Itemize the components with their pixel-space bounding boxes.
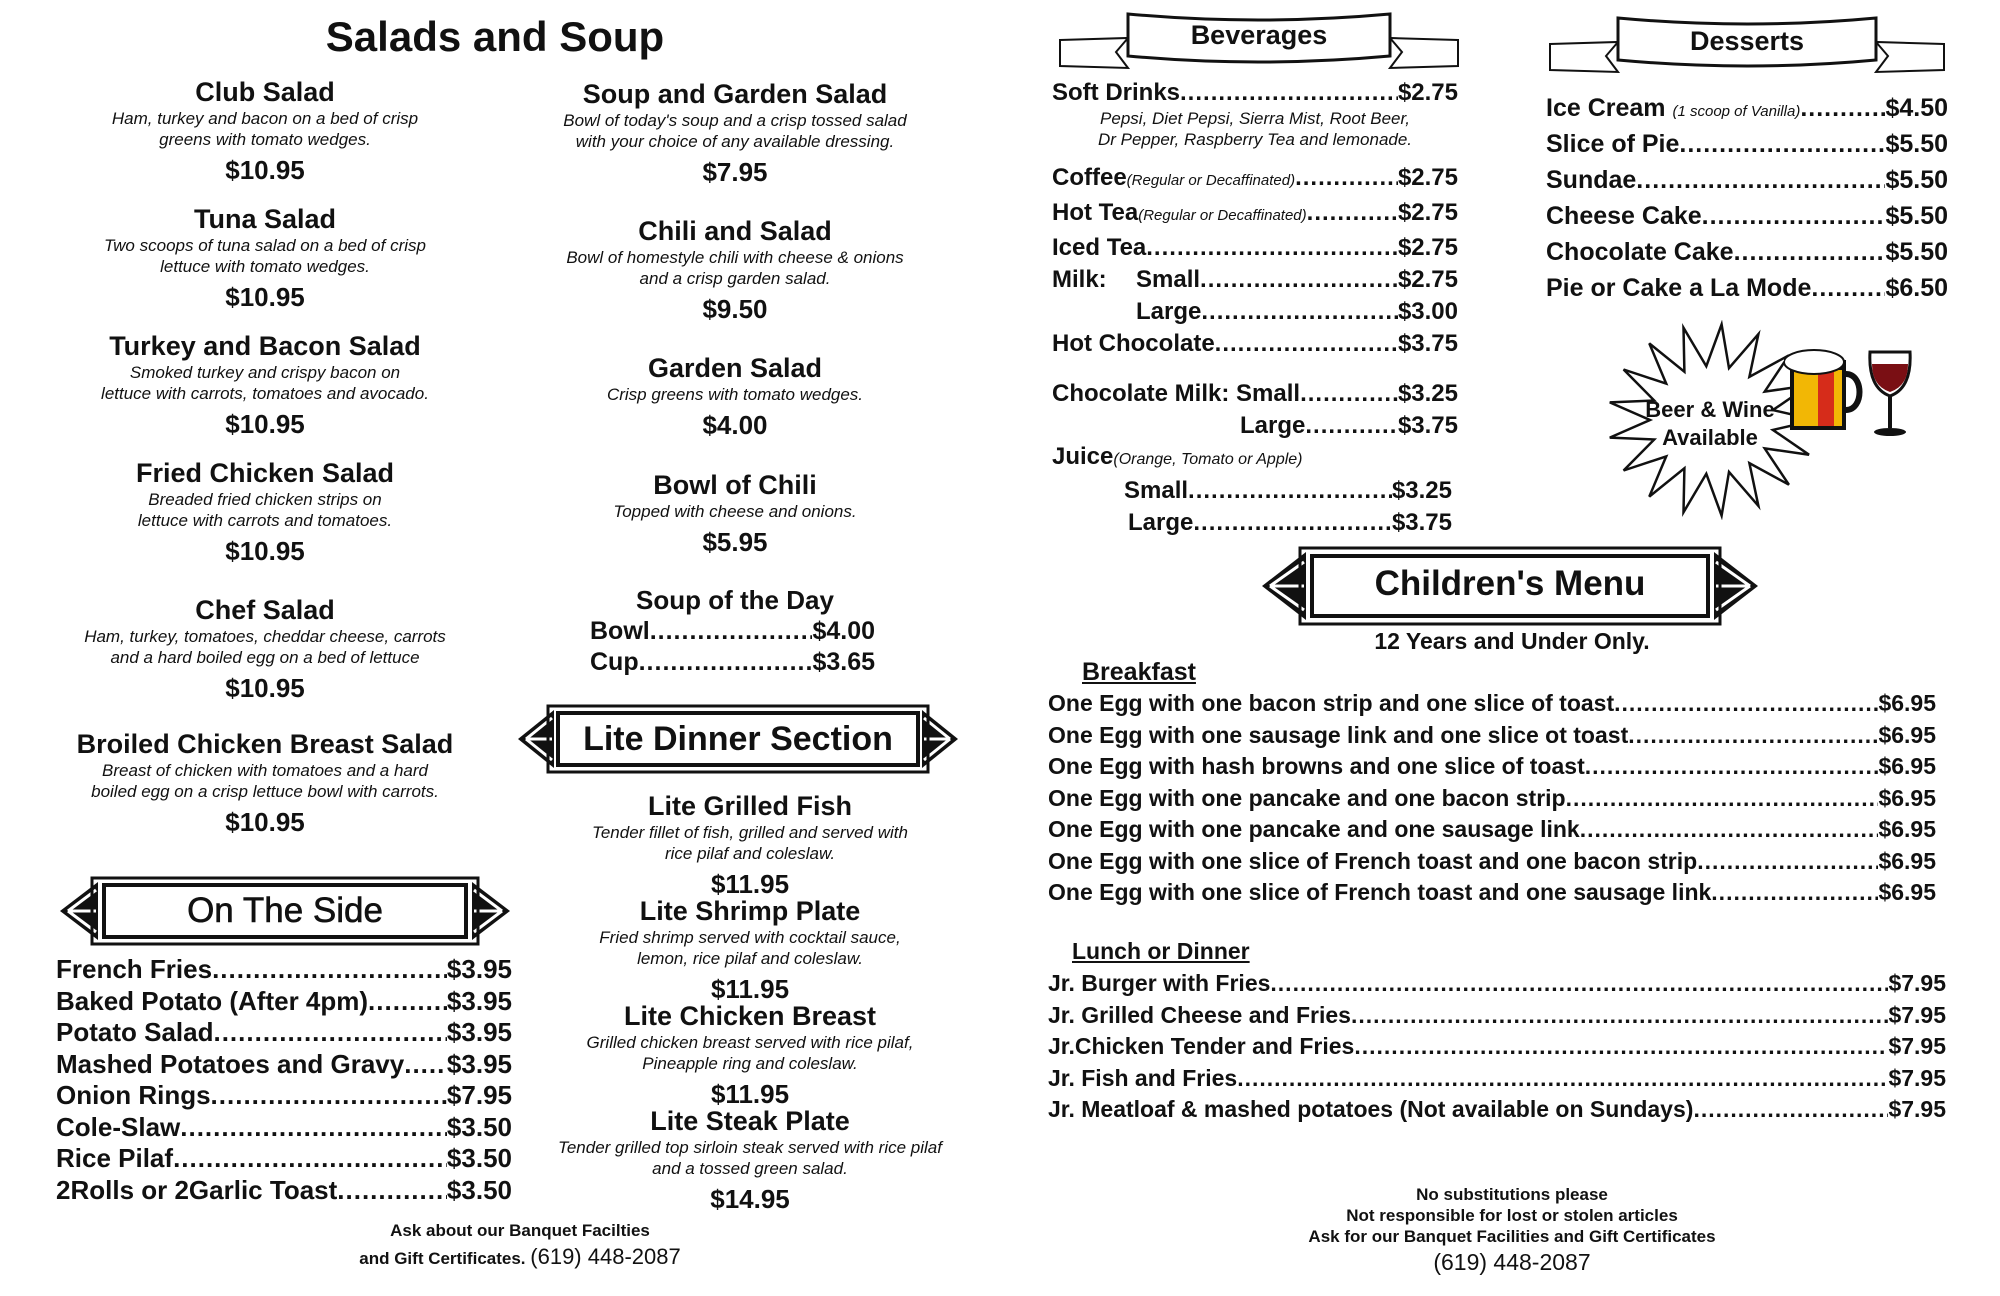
- menu-item-desc: Breaded fried chicken strips on: [148, 490, 382, 509]
- menu-item-desc: Fried shrimp served with cocktail sauce,: [599, 928, 901, 947]
- lunch-item-label: Jr. Burger with Fries: [1048, 970, 1271, 996]
- menu-item-desc: Pineapple ring and coleslaw.: [642, 1054, 858, 1073]
- dessert-item-price: $5.50: [1885, 166, 1948, 194]
- footer-left: [290, 1218, 750, 1272]
- dessert-item-label: Chocolate Cake: [1546, 238, 1734, 266]
- breakfast-item-row: [1048, 720, 1936, 752]
- menu-item-name: Fried Chicken Salad: [135, 458, 395, 488]
- menu-item: [60, 76, 470, 186]
- menu-item-price: $10.95: [225, 282, 305, 312]
- breakfast-item-label: One Egg with one bacon strip and one slice of toast: [1048, 690, 1615, 716]
- soft-drinks-note2: Dr Pepper, Raspberry Tea and lemonade.: [1097, 130, 1413, 149]
- menu-item-desc: greens with tomato wedges.: [159, 130, 371, 149]
- dessert-item-price: $5.50: [1885, 238, 1948, 266]
- footer-right-line3: Ask for our Banquet Facilities and Gift Certificates: [1308, 1227, 1716, 1246]
- lunch-item-price: $7.95: [1888, 1001, 1946, 1028]
- juice-label: Juice: [1052, 443, 1114, 470]
- side-item-label: Baked Potato (After 4pm): [56, 985, 369, 1016]
- dessert-item-label: Slice of Pie: [1546, 130, 1680, 158]
- beer-wine-line1: Beer & Wine: [1645, 397, 1775, 422]
- menu-item: [530, 1000, 970, 1110]
- beer-wine-text: [1636, 396, 1784, 452]
- menu-item-desc: Ham, turkey, tomatoes, cheddar cheese, carrots: [84, 627, 446, 646]
- milk-small-price: $2.75: [1397, 266, 1458, 293]
- breakfast-item-label: One Egg with one sausage link and one slice ot toast: [1048, 721, 1629, 748]
- lunch-item-label: Jr. Fish and Fries: [1048, 1064, 1238, 1091]
- soft-drinks-label: Soft Drinks: [1052, 79, 1181, 106]
- dessert-item-price: $5.50: [1885, 130, 1948, 158]
- dessert-item-row: [1546, 128, 1948, 164]
- hot-tea-price: $2.75: [1397, 199, 1458, 226]
- menu-item-desc: Smoked turkey and crispy bacon on: [129, 363, 401, 382]
- side-item-label: French Fries: [56, 954, 213, 984]
- juice-large-label: Large: [1128, 509, 1194, 536]
- hot-tea-label: Hot Tea: [1052, 199, 1139, 226]
- coffee-price: $2.75: [1397, 164, 1458, 191]
- side-item-label: Potato Salad: [56, 1017, 214, 1047]
- side-item-label: 2Rolls or 2Garlic Toast: [56, 1174, 338, 1205]
- footer-left-line2: and Gift Certificates.: [359, 1249, 526, 1268]
- salads-soup-title: Salads and Soup: [325, 13, 665, 60]
- menu-item: [60, 728, 470, 838]
- side-item-price: $3.50: [446, 1111, 512, 1142]
- breakfast-item-price: $6.95: [1878, 721, 1936, 748]
- side-item-price: $3.95: [446, 1048, 512, 1079]
- soup-bowl-price: $4.00: [812, 617, 875, 645]
- iced-tea-price: $2.75: [1397, 234, 1458, 261]
- breakfast-item-label: One Egg with one pancake and one sausage link: [1048, 816, 1580, 842]
- milk-label: Milk:: [1052, 266, 1107, 293]
- lunch-item-row: [1048, 1094, 1946, 1126]
- menu-item-desc: with your choice of any available dressing.: [575, 132, 895, 151]
- side-item-price: $3.50: [446, 1174, 512, 1205]
- side-item-row: [56, 1080, 512, 1112]
- menu-item-price: $4.00: [702, 410, 768, 440]
- lunch-item-row: [1048, 1000, 1946, 1032]
- menu-item-name: Chef Salad: [195, 595, 335, 625]
- juice-large-price: $3.75: [1391, 509, 1452, 536]
- soup-bowl-label: Bowl: [590, 617, 650, 645]
- hot-chocolate-row: [1052, 328, 1458, 360]
- lunch-list: [1048, 968, 1946, 1126]
- menu-item: [520, 352, 950, 441]
- desserts-list: [1546, 92, 1948, 308]
- menu-item-desc: Bowl of homestyle chili with cheese & onions: [566, 248, 904, 267]
- juice-large-row: [1052, 507, 1452, 539]
- dessert-item-row: [1546, 92, 1948, 128]
- menu-item-name: Tuna Salad: [193, 204, 337, 234]
- menu-item-desc: lettuce with carrots and tomatoes.: [137, 511, 393, 530]
- milk-small-row: [1052, 264, 1458, 296]
- hot-tea-row: [1052, 197, 1458, 232]
- breakfast-item-price: $6.95: [1878, 690, 1936, 716]
- side-item-row: [56, 1112, 512, 1144]
- childrens-subtitle: 12 Years and Under Only.: [1374, 628, 1650, 654]
- side-item-label: Onion Rings: [56, 1080, 211, 1110]
- dessert-item-label: Cheese Cake: [1546, 202, 1702, 230]
- menu-item-name: Turkey and Bacon Salad: [109, 331, 421, 361]
- choc-milk-small-price: $3.25: [1397, 380, 1458, 407]
- iced-tea-row: [1052, 232, 1458, 264]
- menu-item-desc: and a tossed green salad.: [652, 1159, 848, 1178]
- side-item-price: $3.95: [446, 954, 512, 984]
- milk-small-label: Small: [1136, 266, 1201, 293]
- menu-item-desc: lettuce with carrots, tomatoes and avocado.: [101, 384, 429, 403]
- juice-note: (Orange, Tomato or Apple): [1113, 451, 1303, 468]
- breakfast-item-row: [1048, 814, 1936, 846]
- footer-right-phone: (619) 448-2087: [1433, 1249, 1591, 1275]
- lunch-item-row: [1048, 968, 1946, 1000]
- side-item-row: [56, 986, 512, 1018]
- side-item-label: Mashed Potatoes and Gravy: [56, 1048, 405, 1079]
- menu-item: [60, 330, 470, 440]
- menu-item-name: Lite Steak Plate: [650, 1106, 850, 1136]
- breakfast-heading: Breakfast: [1082, 658, 1196, 686]
- menu-item-price: $10.95: [225, 807, 305, 837]
- menu-item-price: $11.95: [710, 869, 790, 899]
- footer-left-line2-row: [290, 1244, 750, 1272]
- choc-milk-large-price: $3.75: [1397, 412, 1458, 439]
- side-item-price: $3.95: [446, 985, 512, 1016]
- beer-wine-line2: Available: [1662, 425, 1758, 450]
- menu-item-desc: boiled egg on a crisp lettuce bowl with carrots.: [91, 782, 439, 801]
- menu-item: [520, 78, 950, 188]
- menu-item-name: Lite Chicken Breast: [623, 1001, 877, 1031]
- lunch-item-price: $7.95: [1888, 1096, 1946, 1122]
- menu-item-desc: Crisp greens with tomato wedges.: [606, 385, 864, 404]
- hot-chocolate-price: $3.75: [1397, 330, 1458, 357]
- coffee-note: (Regular or Decaffinated): [1126, 172, 1296, 189]
- breakfast-item-label: One Egg with one slice of French toast and one bacon strip: [1048, 847, 1698, 874]
- menu-item-desc: and a crisp garden salad.: [639, 269, 831, 288]
- milk-large-row: [1052, 296, 1458, 328]
- coffee-label: Coffee: [1052, 164, 1127, 191]
- soup-cup-label: Cup: [590, 648, 639, 676]
- wine-glass-icon: [1864, 348, 1916, 438]
- dessert-item-price: $4.50: [1885, 94, 1948, 122]
- side-item-label: Cole-Slaw: [56, 1111, 181, 1142]
- soup-cup-row: [590, 647, 875, 678]
- menu-item-name: Lite Shrimp Plate: [639, 896, 861, 926]
- lunch-item-label: Jr. Meatloaf & mashed potatoes (Not available on Sundays): [1048, 1096, 1694, 1122]
- breakfast-item-row: [1048, 877, 1936, 909]
- menu-item: [60, 457, 470, 567]
- breakfast-item-price: $6.95: [1878, 753, 1936, 779]
- menu-item-price: $10.95: [225, 155, 305, 185]
- menu-item-price: $14.95: [710, 1184, 790, 1214]
- breakfast-item-row: [1048, 751, 1936, 783]
- choc-milk-label: Chocolate Milk: Small: [1052, 380, 1301, 407]
- juice-small-price: $3.25: [1391, 477, 1452, 504]
- menu-item-desc: Tender grilled top sirloin steak served with rice pilaf: [558, 1138, 942, 1157]
- menu-item-name: Soup and Garden Salad: [582, 79, 888, 109]
- menu-item-price: $5.95: [702, 527, 768, 557]
- breakfast-item-label: One Egg with one pancake and one bacon strip: [1048, 784, 1566, 811]
- breakfast-list: [1048, 688, 1936, 909]
- choc-milk-small-row: [1052, 378, 1458, 410]
- dessert-item-price: $6.50: [1885, 274, 1948, 302]
- menu-item-desc: Tender fillet of fish, grilled and served with: [592, 823, 908, 842]
- breakfast-item-label: One Egg with one slice of French toast and one sausage link: [1048, 879, 1712, 905]
- soup-cup-price: $3.65: [812, 648, 875, 676]
- lunch-item-label: Jr.Chicken Tender and Fries: [1048, 1033, 1355, 1059]
- desserts-title: Desserts: [1689, 26, 1805, 56]
- breakfast-item-price: $6.95: [1878, 784, 1936, 811]
- side-item-row: [56, 1049, 512, 1081]
- side-item-row: [56, 1017, 512, 1049]
- dessert-item-label: Pie or Cake a La Mode: [1546, 274, 1812, 302]
- menu-item-price: $11.95: [710, 1079, 790, 1109]
- menu-item: [520, 469, 950, 558]
- coffee-row: [1052, 162, 1458, 197]
- menu-item-price: $10.95: [225, 536, 305, 566]
- footer-right: [1262, 1184, 1762, 1277]
- menu-item-desc: lemon, rice pilaf and coleslaw.: [637, 949, 863, 968]
- juice-small-row: [1052, 475, 1452, 507]
- soft-drinks-row: [1052, 78, 1458, 108]
- side-item-price: $3.95: [446, 1017, 512, 1047]
- lunch-item-row: [1048, 1063, 1946, 1095]
- choc-milk-large-row: [1052, 410, 1458, 442]
- beer-mug-icon: [1784, 344, 1868, 436]
- menu-item-name: Lite Grilled Fish: [647, 791, 853, 821]
- menu-item-desc: Grilled chicken breast served with rice pilaf,: [586, 1033, 914, 1052]
- soup-bowl-row: [590, 616, 875, 647]
- lunch-item-price: $7.95: [1888, 970, 1946, 996]
- side-item-price: $7.95: [446, 1080, 512, 1110]
- menu-item-name: Broiled Chicken Breast Salad: [76, 729, 454, 759]
- menu-item: [530, 790, 970, 900]
- side-item-row: [56, 1143, 512, 1175]
- menu-item-desc: Ham, turkey and bacon on a bed of crisp: [111, 109, 419, 128]
- menu-item-desc: Breast of chicken with tomatoes and a hard: [101, 761, 428, 780]
- menu-item-desc: Two scoops of tuna salad on a bed of crisp: [104, 236, 426, 255]
- lunch-item-price: $7.95: [1888, 1064, 1946, 1091]
- lunch-item-label: Jr. Grilled Cheese and Fries: [1048, 1001, 1351, 1028]
- menu-item-price: $7.95: [702, 157, 768, 187]
- menu-item: [530, 895, 970, 1005]
- footer-right-line2: Not responsible for lost or stolen articles: [1346, 1206, 1678, 1225]
- choc-milk-large-label: Large: [1240, 412, 1306, 439]
- side-item-row: [56, 954, 512, 986]
- dessert-item-row: [1546, 164, 1948, 200]
- beverages-title: Beverages: [1190, 20, 1328, 50]
- menu-item-desc: rice pilaf and coleslaw.: [664, 844, 836, 863]
- soup-of-the-day: [590, 584, 880, 678]
- childrens-menu-title: Children's Menu: [1374, 564, 1646, 603]
- menu-item: [60, 203, 470, 313]
- menu-item-desc: and a hard boiled egg on a bed of lettuce: [110, 648, 420, 667]
- dessert-item-row: [1546, 200, 1948, 236]
- breakfast-item-row: [1048, 846, 1936, 878]
- soup-of-the-day-title: Soup of the Day: [636, 585, 834, 615]
- dessert-item-row: [1546, 236, 1948, 272]
- soft-drinks-price: $2.75: [1397, 79, 1458, 106]
- dessert-item-note: (1 scoop of Vanilla): [1672, 103, 1801, 120]
- menu-item-price: $10.95: [225, 409, 305, 439]
- menu-item: [60, 594, 470, 704]
- side-item-price: $3.50: [446, 1143, 512, 1173]
- menu-item: [530, 1105, 970, 1215]
- breakfast-item-label: One Egg with hash browns and one slice of toast: [1048, 753, 1585, 779]
- beverages-list: [1052, 78, 1458, 539]
- menu-item-price: $10.95: [225, 673, 305, 703]
- juice-small-label: Small: [1124, 477, 1189, 504]
- menu-item: [520, 215, 950, 325]
- footer-left-line1: Ask about our Banquet Facilties: [390, 1221, 650, 1240]
- menu-item-price: $9.50: [702, 294, 768, 324]
- dessert-item-price: $5.50: [1885, 202, 1948, 230]
- on-the-side-list: [56, 954, 512, 1206]
- dessert-item-label: Sundae: [1546, 166, 1637, 194]
- iced-tea-label: Iced Tea: [1052, 234, 1147, 261]
- footer-left-phone: (619) 448-2087: [530, 1244, 681, 1269]
- dessert-item-row: [1546, 272, 1948, 308]
- menu-item-desc: Bowl of today's soup and a crisp tossed salad: [563, 111, 907, 130]
- menu-item-name: Bowl of Chili: [653, 470, 817, 500]
- menu-item-name: Garden Salad: [647, 353, 823, 383]
- breakfast-item-row: [1048, 688, 1936, 720]
- soft-drinks-note1: Pepsi, Diet Pepsi, Sierra Mist, Root Beer,: [1100, 109, 1410, 128]
- breakfast-item-price: $6.95: [1878, 847, 1936, 874]
- menu-item-name: Club Salad: [195, 77, 335, 107]
- lunch-heading: Lunch or Dinner: [1072, 938, 1250, 964]
- menu-item-desc: Topped with cheese and onions.: [613, 502, 857, 521]
- dessert-item-label: Ice Cream: [1546, 94, 1673, 122]
- hot-chocolate-label: Hot Chocolate: [1052, 330, 1215, 357]
- lunch-item-price: $7.95: [1888, 1033, 1946, 1059]
- side-item-label: Rice Pilaf: [56, 1143, 174, 1173]
- hot-tea-note: (Regular or Decaffinated): [1138, 207, 1307, 224]
- breakfast-item-row: [1048, 783, 1936, 815]
- breakfast-item-price: $6.95: [1878, 879, 1936, 905]
- lunch-item-row: [1048, 1031, 1946, 1063]
- menu-item-price: $11.95: [710, 974, 790, 1004]
- menu-item-name: Chili and Salad: [638, 216, 832, 246]
- juice-row: [1052, 442, 1458, 475]
- lite-dinner-title: Lite Dinner Section: [583, 720, 893, 758]
- milk-large-label: Large: [1136, 298, 1202, 325]
- breakfast-item-price: $6.95: [1878, 816, 1936, 842]
- side-item-row: [56, 1175, 512, 1207]
- on-the-side-title: On The Side: [187, 891, 383, 930]
- milk-large-price: $3.00: [1397, 298, 1458, 325]
- menu-item-desc: lettuce with tomato wedges.: [160, 257, 370, 276]
- footer-right-line1: No substitutions please: [1416, 1185, 1608, 1204]
